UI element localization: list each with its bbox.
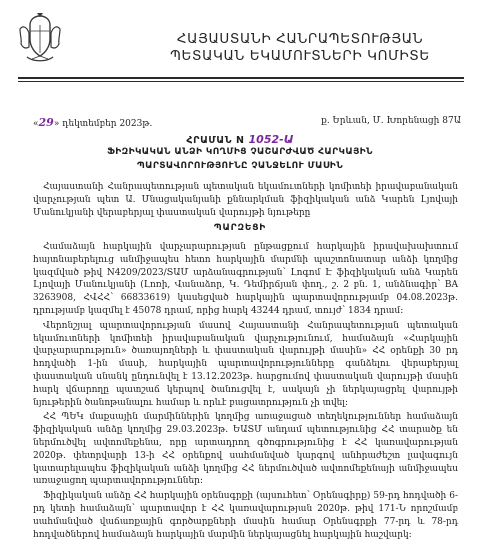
document-day: 29 xyxy=(38,116,54,129)
section-title: ՊԱՐԶԵՑԻ xyxy=(213,223,267,233)
order-title-line-2: ՊԱՐՏԱՎՈՐՈՒԹՅՈՒՆԸ ՉԱՆՋԵԼՈՒ ՄԱՍԻՆ xyxy=(136,161,344,171)
coat-of-arms-icon xyxy=(17,13,63,63)
body-paragraph: ՀՀ ՊԵԿ մաքսային մարմիններին կողմից առաջացած տեղեկություններ համաձայն ֆիզիկական անձը կողմից 29.03.2023թ. ԵԱՏՄ անդամ պետությունից ՀՀ տարածք են ներմուծվել ավտոմեքենա, որը արտադրող գծոգրությունից է ՀՀ կառավարության 2020թ. փետրվարի 13-ի ՀՀ օրենքով սահմանված կարգով անհրաժեշտ լավագույն կատարելապես ֆիզիկական անձի կողմից ՀՀ ներմուծված ավտոմեքենայի անմիջապես առաջացող պարտավորություններ: xyxy=(33,412,458,487)
document-date: «29» դեկտեմբեր 2023թ. xyxy=(33,116,153,129)
order-label: ՀՐԱՄԱՆ N xyxy=(186,135,245,146)
order-number: 1052-Ա xyxy=(248,133,294,146)
body-paragraph: Ֆիզիկական անձը ՀՀ հարկային օրենսգրքի (այսուհետ՝ Օրենսգիրք) 59-րդ հոդվածի 6-րդ կետի համաձայն՝ պարտավոր է ՀՀ կառավարության 2020թ. թիվ 171-Ն որոշմամբ սահմանված վաճառքային գործարքների մասին համար Օրենսգրքի 77-րդ և 78-րդ հոդվածներով համաձայն հարկային մարմին ներկայացնել հարկային հաշվարկ: xyxy=(33,491,458,540)
header-divider-thick xyxy=(18,77,464,79)
intro-paragraph: Հայաստանի Հանրապետության պետական եկամուտների կոմիտեի իրավաբանական վարչության պետ Ա. Մնացականյանի քննարկման ֆիզիկական անձ Կարեն Լյովայի Մանուկյանի վերաբերյալ փաստական վարույթի նյութերը xyxy=(33,182,458,218)
header-line-2: ՊԵՏԱԿԱՆ ԵԿԱՄՈՒՏՆԵՐԻ ԿՈՄԻՏԵ xyxy=(170,48,430,64)
header-divider-thin xyxy=(18,81,464,82)
body-paragraph: Վերոնշյալ պարտավորության մասով Հայաստանի Հանրապետության պետական եկամուտների կոմիտեի իրավաբանական վարչությունում, համաձայն «Հարկային վարչարարություն» ծառայողների և փաստական վարույթի մասին» ՀՀ օրենքի 30 րդ հոդվածի 1-ին մասի, հարկային պարտավորությունները գանձելու վերաբերյալ փաստական սնանկ ընդունվել է 13.12.2023թ. հարցումով փաստական վարույթի մասին հարկ վճարողը պատշաճ կերպով ծանուցվել է, սակայն չի ներկայացրել վարույթի նյութերին ծանոթանալու համար և որևէ բացատրություն չի տվել: xyxy=(33,320,458,408)
order-title-line-1: ՖԻԶԻԿԱԿԱՆ ԱՆՁԻ ԿՈՂՄԻՑ ՉԱՇԱՐԺՎԱԾ ՀԱՐԿԱՅԻՆ xyxy=(107,147,373,157)
order-heading xyxy=(0,133,480,146)
body-paragraph: Համաձայն հարկային վարչարարության ընթացքում հարկային իրավախախտում հայտնաբերելուց անմիջապես հետո հարկային մարմնի պաշտոնատար անձի կողմից կազմված թիվ N4209/2023/ՏԱՄ արձանագրության՝ Լոգոմ Է ֆիզիկական անձ Կարեն Լյովայի Մանուկյանի (Լոռի, Վանաձոր, Կ. Դեմիրճյան փող., շ. 2 բն. 1, անձնագիր՝ BA 3263908, ՀՎՀՀ՝ 66833619) կասեցված հարկային պարտավորությամբ 04.08.2023թ. դրությամբ կազմել է 45078 դրամ, որից հարկ 43244 դրամ, տույժ՝ 1834 դրամ: xyxy=(33,242,458,316)
document-month-year: դեկտեմբեր 2023թ. xyxy=(62,119,153,129)
document-body xyxy=(33,241,458,543)
header-line-1: ՀԱՅԱՍՏԱՆԻ ՀԱՆՐԱՊԵՏՈՒԹՅԱՆ xyxy=(176,31,424,47)
document-address: ք. Երևան, Մ. Խորենացի 87Ա xyxy=(321,116,461,126)
